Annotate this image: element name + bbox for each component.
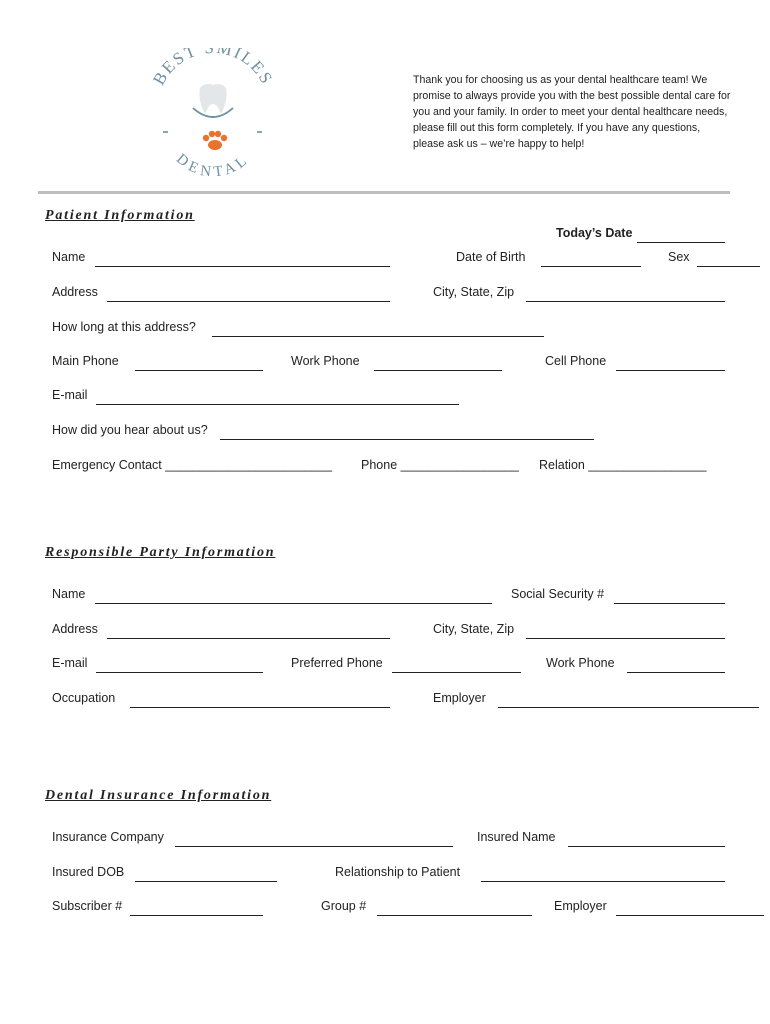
rp-work-phone-field[interactable] [627, 672, 725, 673]
emergency-relation-field[interactable]: Relation _________________ [539, 458, 707, 472]
rp-email-label: E-mail [52, 656, 88, 670]
main-phone-label: Main Phone [52, 354, 119, 368]
intro-text: Thank you for choosing us as your dental healthcare team! We promise to always provide you with the best possible dental care for you and your family. In order to meet your dental healthcare needs, please fill out this form completely. If you have any questions, please ask us – we’re happy to help! [413, 74, 731, 150]
patient-name-field[interactable] [95, 266, 390, 267]
rp-name-label: Name [52, 587, 86, 601]
patient-email-field[interactable] [96, 404, 459, 405]
dob-field[interactable] [541, 266, 641, 267]
emergency-phone-field[interactable]: Phone _________________ [361, 458, 519, 472]
insured-dob-label: Insured DOB [52, 865, 125, 879]
preferred-phone-label: Preferred Phone [291, 656, 383, 670]
ssn-label: Social Security # [511, 587, 605, 601]
responsible-section-title: Responsible Party Information [45, 545, 276, 560]
patient-email-label: E-mail [52, 388, 88, 402]
paw-icon [203, 131, 227, 150]
logo-bottom-text: DENTAL [173, 150, 253, 181]
rp-name-field[interactable] [95, 603, 492, 604]
tooth-icon [199, 84, 226, 113]
patient-address-field[interactable] [107, 301, 390, 302]
patient-address-label: Address [52, 285, 98, 299]
relationship-field[interactable] [481, 881, 725, 882]
rp-address-field[interactable] [107, 638, 390, 639]
rp-work-phone-label: Work Phone [546, 656, 615, 670]
logo [138, 48, 288, 188]
patient-city-field[interactable] [526, 301, 725, 302]
patient-city-label: City, State, Zip [433, 285, 515, 299]
insured-dob-field[interactable] [135, 881, 277, 882]
insurance-company-field[interactable] [175, 846, 453, 847]
todays-date-field[interactable] [637, 242, 725, 243]
work-phone-field[interactable] [374, 370, 502, 371]
group-field[interactable] [377, 915, 532, 916]
logo-top-text: BEST MILES [149, 48, 277, 89]
cell-phone-label: Cell Phone [545, 354, 607, 368]
rp-employer-field[interactable] [498, 707, 759, 708]
preferred-phone-field[interactable] [392, 672, 521, 673]
occupation-field[interactable] [130, 707, 390, 708]
patient-section-title: Patient Information [45, 208, 195, 223]
sex-field[interactable] [697, 266, 760, 267]
ins-employer-label: Employer [554, 899, 607, 913]
relationship-label: Relationship to Patient [335, 865, 461, 879]
insured-name-label: Insured Name [477, 830, 556, 844]
rp-employer-label: Employer [433, 691, 486, 705]
header-divider [38, 191, 730, 194]
hear-about-label: How did you hear about us? [52, 423, 208, 437]
ssn-field[interactable] [614, 603, 725, 604]
sex-label: Sex [668, 250, 690, 264]
rp-city-label: City, State, Zip [433, 622, 515, 636]
how-long-label: How long at this address? [52, 320, 196, 334]
how-long-field[interactable] [212, 336, 544, 337]
main-phone-field[interactable] [135, 370, 263, 371]
insurance-company-label: Insurance Company [52, 830, 164, 844]
patient-name-label: Name [52, 250, 86, 264]
occupation-label: Occupation [52, 691, 116, 705]
dob-label: Date of Birth [456, 250, 526, 264]
todays-date-label: Today’s Date [556, 226, 633, 240]
smile-icon [193, 108, 233, 117]
emergency-contact-field[interactable]: Emergency Contact ________________________ [52, 458, 333, 472]
rp-address-label: Address [52, 622, 98, 636]
insurance-section-title: Dental Insurance Information [45, 788, 272, 803]
hear-about-field[interactable] [220, 439, 594, 440]
insured-name-field[interactable] [568, 846, 725, 847]
group-label: Group # [321, 899, 367, 913]
rp-city-field[interactable] [526, 638, 725, 639]
work-phone-label: Work Phone [291, 354, 360, 368]
rp-email-field[interactable] [96, 672, 263, 673]
subscriber-label: Subscriber # [52, 899, 123, 913]
cell-phone-field[interactable] [616, 370, 725, 371]
subscriber-field[interactable] [130, 915, 263, 916]
ins-employer-field[interactable] [616, 915, 764, 916]
logo-graphic [138, 48, 288, 188]
